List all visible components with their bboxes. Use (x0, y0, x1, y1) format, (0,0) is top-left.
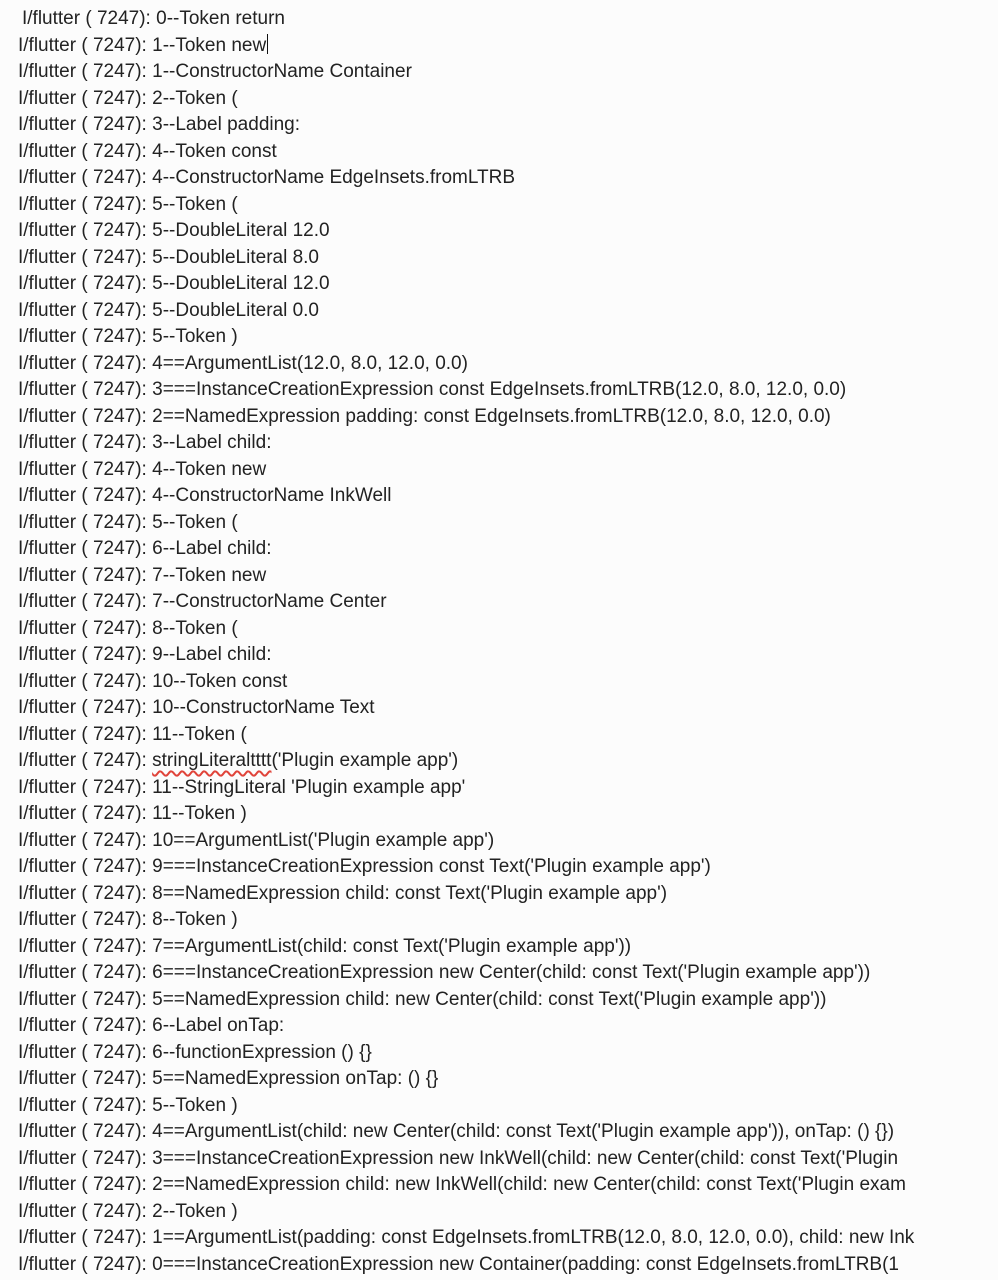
log-line-text: 7==ArgumentList(child: const Text('Plugin example app')) (152, 935, 632, 957)
log-line (18, 1093, 998, 1120)
log-line (18, 960, 998, 987)
log-line (18, 748, 998, 775)
log-line-text: 1--Token new (152, 34, 267, 56)
log-line-prefix: I/flutter ( 7247): (18, 246, 153, 268)
log-line-text: 1==ArgumentList(padding: const EdgeInsets.fromLTRB(12.0, 8.0, 12.0, 0.0), child: new Ink (152, 1227, 915, 1248)
log-line-prefix: I/flutter ( 7247): (18, 432, 153, 453)
log-line-text: ('Plugin example app') (271, 750, 459, 771)
log-line (18, 112, 998, 139)
log-line-text: 8==NamedExpression child: const Text('Plugin example app') (152, 882, 668, 904)
log-line (18, 854, 998, 881)
log-line-prefix: I/flutter ( 7247): (18, 1200, 153, 1222)
log-line-prefix: I/flutter ( 7247): (18, 909, 153, 930)
log-line-prefix: I/flutter ( 7247): (18, 220, 153, 241)
log-line-prefix: I/flutter ( 7247): (18, 962, 153, 983)
log-line-prefix: I/flutter ( 7247): (18, 1068, 153, 1089)
log-line (18, 298, 998, 325)
log-line-prefix: I/flutter ( 7247): (18, 193, 153, 215)
log-line-text: 2==NamedExpression padding: const EdgeInsets.fromLTRB(12.0, 8.0, 12.0, 0.0) (152, 405, 831, 427)
log-line (18, 165, 998, 192)
log-line-prefix: I/flutter ( 7247): (18, 485, 153, 506)
log-line-text: 3===InstanceCreationExpression new InkWell(child: new Center(child: const Text('Plugin (152, 1147, 899, 1169)
log-line-text: 1--ConstructorName Container (152, 61, 412, 82)
log-line-prefix: I/flutter ( 7247): (18, 405, 153, 427)
log-line-text: 6--Label onTap: (152, 1015, 285, 1036)
log-line-prefix: I/flutter ( 7247): (18, 935, 153, 957)
log-line-text: 5==NamedExpression child: new Center(child: const Text('Plugin example app')) (152, 988, 827, 1010)
log-line-prefix: I/flutter ( 7247): (18, 803, 153, 824)
log-line-text: 8--Token ) (152, 909, 238, 930)
log-line (18, 589, 998, 616)
log-line (18, 987, 998, 1014)
log-line-text: 0===InstanceCreationExpression new Container(padding: const EdgeInsets.fromLTRB(1 (152, 1253, 899, 1275)
log-line-prefix: I/flutter ( 7247): (18, 458, 153, 480)
log-line-prefix: I/flutter ( 7247): (18, 326, 153, 347)
log-line-text: 5--Token ( (152, 511, 238, 533)
log-line-text: 10==ArgumentList('Plugin example app') (152, 829, 495, 851)
log-line-text: 9===InstanceCreationExpression const Text('Plugin example app') (152, 856, 711, 877)
log-line-text: 5--Token ( (152, 193, 238, 215)
log-line-prefix: I/flutter ( 7247): (18, 114, 153, 135)
log-line-prefix: I/flutter ( 7247): (18, 1253, 153, 1275)
log-line-prefix: I/flutter ( 7247): (18, 1041, 153, 1063)
log-line-text: 4--ConstructorName EdgeInsets.fromLTRB (152, 167, 516, 188)
log-line-prefix: I/flutter ( 7247): (18, 352, 153, 374)
log-line-prefix: I/flutter ( 7247): (18, 1121, 153, 1142)
log-line (18, 404, 998, 431)
log-line-text: 11--Token ( (152, 723, 247, 745)
log-line-prefix: I/flutter ( 7247): (18, 856, 153, 877)
log-line (18, 801, 998, 828)
log-line-text: 5--DoubleLiteral 12.0 (152, 273, 330, 294)
log-line-text: 0--Token return (156, 8, 285, 29)
log-line (18, 1119, 998, 1146)
log-line-text: 7--Token new (152, 564, 267, 586)
log-line-text: 5--Token ) (152, 326, 238, 347)
log-line-text: 8--Token ( (152, 617, 238, 639)
log-line (18, 1172, 998, 1199)
log-line (18, 59, 998, 86)
log-line-text: 3--Label padding: (152, 114, 301, 135)
log-line-text: 11--Token ) (152, 803, 247, 824)
log-lines (18, 6, 998, 1278)
log-line-text: 10--ConstructorName Text (152, 697, 375, 718)
log-line-text: 4--Token new (152, 458, 267, 480)
log-line-prefix: I/flutter ( 7247): (18, 1147, 153, 1169)
log-line (18, 139, 998, 166)
log-line-prefix: I/flutter ( 7247): (18, 644, 153, 665)
log-line-text: 4--ConstructorName InkWell (152, 485, 392, 506)
log-line-prefix: I/flutter ( 7247): (18, 34, 153, 56)
log-line (18, 377, 998, 404)
log-line-prefix: I/flutter ( 7247): (22, 8, 157, 29)
log-line (18, 218, 998, 245)
log-line (18, 483, 998, 510)
log-line-prefix: I/flutter ( 7247): (18, 299, 153, 321)
log-line-text: 10--Token const (152, 670, 288, 692)
log-line-text: 5==NamedExpression onTap: () {} (152, 1068, 439, 1089)
log-line-prefix: I/flutter ( 7247): (18, 697, 153, 718)
log-line (18, 1146, 998, 1173)
log-line (18, 722, 998, 749)
log-line-text: 5--Token ) (152, 1094, 238, 1116)
log-line (18, 1066, 998, 1093)
log-line-text: 5--DoubleLiteral 12.0 (152, 220, 330, 241)
log-line (18, 616, 998, 643)
misspelled-word: stringLiteraltttt (152, 750, 272, 771)
log-line-text: 11--StringLiteral 'Plugin example app' (152, 776, 466, 798)
log-line-prefix: I/flutter ( 7247): (18, 591, 153, 612)
log-line-text: 4==ArgumentList(child: new Center(child: const Text('Plugin example app')), onTap: () {}) (152, 1121, 895, 1142)
log-line-prefix: I/flutter ( 7247): (18, 538, 153, 559)
log-line (18, 430, 998, 457)
log-line-prefix: I/flutter ( 7247): (18, 140, 153, 162)
log-line-text: 3===InstanceCreationExpression const EdgeInsets.fromLTRB(12.0, 8.0, 12.0, 0.0) (152, 379, 847, 400)
log-line-prefix: I/flutter ( 7247): (18, 776, 153, 798)
log-line-text: 2--Token ( (152, 87, 238, 109)
log-line (18, 669, 998, 696)
log-line-prefix: I/flutter ( 7247): (18, 167, 153, 188)
log-line-text: 7--ConstructorName Center (152, 591, 387, 612)
log-line (18, 245, 998, 272)
log-line (18, 33, 998, 60)
log-line (18, 642, 998, 669)
log-line (18, 351, 998, 378)
log-line (18, 271, 998, 298)
log-line-text: 6===InstanceCreationExpression new Center(child: const Text('Plugin example app')) (152, 962, 871, 983)
log-line-prefix: I/flutter ( 7247): (18, 1174, 153, 1195)
log-line-prefix: I/flutter ( 7247): (18, 564, 153, 586)
log-line-text: 3--Label child: (152, 432, 272, 453)
log-line (18, 510, 998, 537)
log-line (18, 563, 998, 590)
log-line-prefix: I/flutter ( 7247): (18, 723, 153, 745)
log-line (18, 1040, 998, 1067)
log-line-prefix: I/flutter ( 7247): (18, 829, 153, 851)
text-cursor (267, 34, 268, 54)
log-line-prefix: I/flutter ( 7247): (18, 1094, 153, 1116)
log-line-text: 2==NamedExpression child: new InkWell(child: new Center(child: const Text('Plugin exam (152, 1174, 906, 1195)
log-line-prefix: I/flutter ( 7247): (18, 273, 153, 294)
log-line-prefix: I/flutter ( 7247): (18, 1015, 153, 1036)
log-line-text: 6--functionExpression () {} (152, 1041, 372, 1063)
log-line-prefix: I/flutter ( 7247): (18, 61, 153, 82)
log-line (18, 775, 998, 802)
log-line-prefix: I/flutter ( 7247): (18, 617, 153, 639)
log-line (18, 934, 998, 961)
log-line (18, 6, 998, 33)
log-line-text: 5--DoubleLiteral 8.0 (152, 246, 319, 268)
log-line-text: 5--DoubleLiteral 0.0 (152, 299, 319, 321)
log-line-text: 9--Label child: (152, 644, 272, 665)
log-line-prefix: I/flutter ( 7247): (18, 87, 153, 109)
log-line (18, 192, 998, 219)
log-line (18, 1252, 998, 1279)
log-line (18, 457, 998, 484)
log-line-text: 4--Token const (152, 140, 277, 162)
log-line-prefix: I/flutter ( 7247): (18, 511, 153, 533)
log-line-prefix: I/flutter ( 7247): (18, 670, 153, 692)
log-line (18, 828, 998, 855)
log-line (18, 907, 998, 934)
log-line-prefix: I/flutter ( 7247): (18, 988, 153, 1010)
log-line (18, 536, 998, 563)
log-line (18, 324, 998, 351)
log-line (18, 1013, 998, 1040)
log-line-prefix: I/flutter ( 7247): (18, 379, 153, 400)
log-line (18, 1199, 998, 1226)
log-line-text: 4==ArgumentList(12.0, 8.0, 12.0, 0.0) (152, 352, 468, 374)
log-line-text: 2--Token ) (152, 1200, 238, 1222)
log-line-prefix: I/flutter ( 7247): (18, 750, 153, 771)
log-line (18, 86, 998, 113)
log-line-prefix: I/flutter ( 7247): (18, 882, 153, 904)
log-line (18, 695, 998, 722)
log-line (18, 881, 998, 908)
log-line-prefix: I/flutter ( 7247): (18, 1227, 153, 1248)
log-line-text: 6--Label child: (152, 538, 272, 559)
log-line (18, 1225, 998, 1252)
